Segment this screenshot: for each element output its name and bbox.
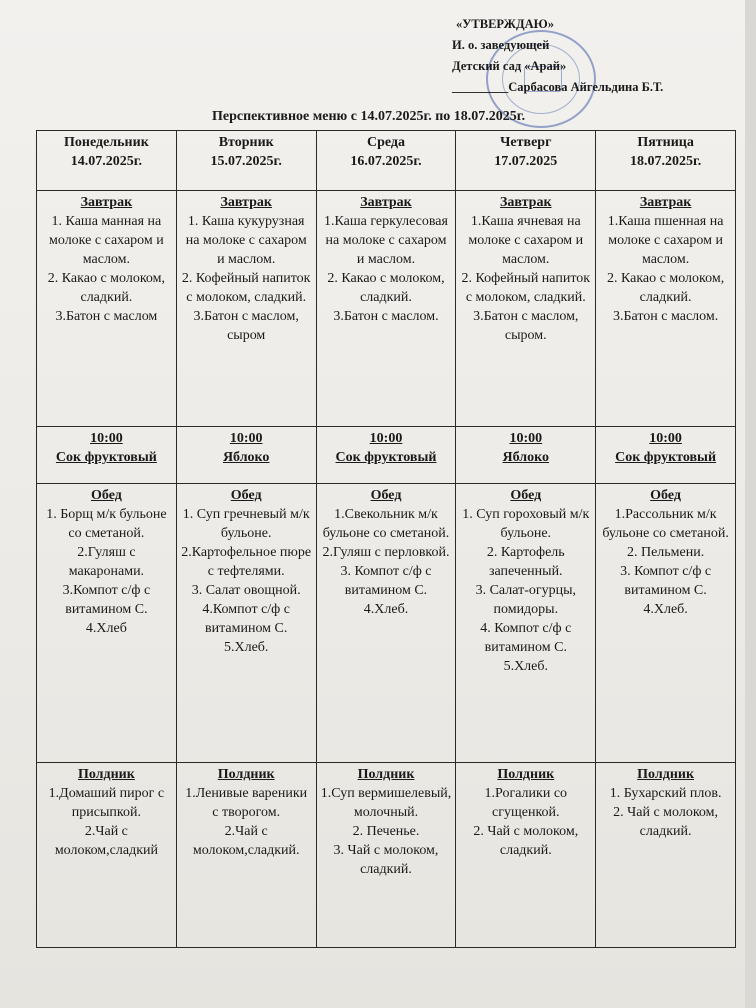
menu-item: 2. Чай с молоком, сладкий. [613, 805, 719, 840]
menu-item: 2. Какао с молоком, сладкий. [327, 271, 445, 306]
poldnik-title: Полдник [637, 767, 695, 783]
day-name: Понедельник [64, 135, 149, 150]
menu-title: Перспективное меню с 14.07.2025г. по 18.07.2025г. [212, 109, 526, 124]
snack-cell [176, 427, 316, 483]
day-name: Пятница [637, 135, 694, 150]
menu-item: 2. Кофейный напиток с молоком, сладкий. [461, 271, 591, 306]
lunch-title: Обед [650, 487, 681, 503]
lunch-cell [456, 483, 596, 763]
menu-item: 4.Хлеб. [363, 601, 409, 617]
approval-signature: _________Сарбасова Айгельдина Б.Т. [452, 80, 664, 94]
snack-item: Сок фруктовый [55, 450, 157, 466]
snack-cell [456, 427, 596, 483]
breakfast-cell [37, 191, 177, 427]
lunch-cell [37, 483, 177, 763]
menu-item: 1.Ленивые вареники с творогом. [185, 786, 308, 821]
poldnik-cell [456, 763, 596, 948]
day-date: 15.07.2025г. [210, 154, 282, 169]
menu-item: 2. Кофейный напиток с молоком, сладкий. [181, 271, 311, 306]
menu-item: 3. Салат-огурцы, помидоры. [475, 582, 576, 617]
menu-item: 1.Каша пшенная на молоке с сахаром и маслом. [607, 214, 724, 268]
snack-item: Яблоко [502, 450, 550, 466]
poldnik-title: Полдник [357, 767, 415, 783]
poldnik-cell [37, 763, 177, 948]
menu-item: 2.Чай с молоком,сладкий. [192, 824, 300, 859]
menu-item: 2. Какао с молоком, сладкий. [47, 271, 166, 306]
menu-table [36, 130, 736, 948]
day-name: Четверг [500, 135, 552, 150]
menu-item: 5.Хлеб. [223, 639, 269, 655]
menu-item: 2. Картофель запеченный. [486, 544, 565, 579]
menu-item: 4. Компот с/ф с витамином С. [480, 620, 572, 655]
snack-time: 10:00 [509, 431, 543, 447]
menu-item: 1. Каша манная на молоке с сахаром и маслом. [49, 214, 164, 268]
snack-time: 10:00 [649, 431, 682, 447]
menu-item: 3. Чай с молоком, сладкий. [333, 843, 439, 878]
menu-item: 1. Борщ м/к бульоне со сметаной. [46, 506, 167, 541]
menu-item: 1.Рассольник м/к бульоне со сметаной. [602, 506, 729, 541]
menu-item: 4.Хлеб. [643, 601, 688, 617]
menu-item: 3. Компот с/ф с витамином С. [620, 563, 712, 598]
day-date: 18.07.2025г. [629, 154, 702, 169]
day-name: Среда [366, 135, 405, 150]
snack-item: Яблоко [222, 450, 270, 466]
breakfast-cell [456, 191, 596, 427]
snack-item: Сок фруктовый [615, 450, 717, 466]
approval-position: И. о. заведующей [452, 38, 550, 52]
menu-item: 2. Чай с молоком, сладкий. [473, 824, 579, 859]
breakfast-title: Завтрак [360, 195, 412, 211]
day-date: 17.07.2025 [494, 154, 558, 169]
poldnik-row [37, 763, 736, 948]
day-header [596, 131, 736, 191]
menu-item: 1.Суп вермишелевый, молочный. [320, 786, 452, 821]
menu-item: 2.Гуляш с перловкой. [322, 544, 450, 560]
menu-item: 4.Компот с/ф с витамином С. [202, 601, 290, 636]
menu-item: 1.Каша ячневая на молоке с сахаром и маслом. [468, 214, 584, 268]
menu-item: 3. Компот с/ф с витамином С. [340, 563, 432, 598]
menu-item: 3.Батон с маслом [55, 309, 158, 325]
approval-block [452, 14, 742, 98]
poldnik-title: Полдник [217, 767, 275, 783]
snack-row [37, 427, 736, 483]
menu-item: 5.Хлеб. [503, 658, 548, 674]
day-header [456, 131, 596, 191]
menu-item: 2.Картофельное пюре с тефтелями. [181, 544, 312, 579]
snack-cell [316, 427, 456, 483]
menu-item: 3.Батон с маслом, сыром [193, 309, 299, 344]
breakfast-row [37, 191, 736, 427]
day-header [316, 131, 456, 191]
breakfast-cell [176, 191, 316, 427]
menu-item: 3. Салат овощной. [191, 582, 301, 598]
menu-item: 2. Пельмени. [626, 544, 705, 560]
menu-item: 3.Компот с/ф с витамином С. [62, 582, 151, 617]
menu-item: 1.Каша геркулесовая на молоке с сахаром и маслом. [324, 214, 448, 268]
menu-item: 2.Чай с молоком,сладкий [54, 824, 158, 859]
menu-item: 4.Хлеб [85, 620, 127, 636]
menu-item: 1.Рогалики со сгущенкой. [484, 786, 568, 821]
lunch-row [37, 483, 736, 763]
day-name: Вторник [218, 135, 274, 150]
approval-heading: «УТВЕРЖДАЮ» [456, 17, 554, 31]
snack-time: 10:00 [90, 431, 123, 447]
day-header-row [37, 131, 736, 191]
poldnik-cell [176, 763, 316, 948]
menu-item: 1. Каша кукурузная на молоке с сахаром и маслом. [185, 214, 307, 268]
snack-time: 10:00 [229, 431, 263, 447]
menu-item: 1.Свекольник м/к бульоне со сметаной. [322, 506, 450, 541]
breakfast-title: Завтрак [220, 195, 272, 211]
menu-item: 2. Печенье. [352, 824, 420, 840]
menu-item: 1. Суп гороховый м/к бульоне. [462, 506, 590, 541]
breakfast-cell [316, 191, 456, 427]
menu-item: 2.Гуляш с макаронами. [68, 544, 145, 579]
breakfast-title: Завтрак [80, 195, 133, 211]
lunch-title: Обед [370, 487, 402, 503]
lunch-title: Обед [230, 487, 262, 503]
breakfast-title: Завтрак [639, 195, 692, 211]
menu-item: 3.Батон с маслом, сыром. [473, 309, 579, 344]
lunch-cell [596, 483, 736, 763]
menu-item: 3.Батон с маслом. [612, 309, 719, 325]
lunch-title: Обед [90, 487, 122, 503]
lunch-title: Обед [510, 487, 542, 503]
lunch-cell [316, 483, 456, 763]
poldnik-cell [596, 763, 736, 948]
snack-cell [596, 427, 736, 483]
menu-item: 2. Какао с молоком, сладкий. [606, 271, 725, 306]
poldnik-title: Полдник [77, 767, 135, 783]
poldnik-title: Полдник [497, 767, 555, 783]
menu-item: 1.Домаший пирог с присыпкой. [48, 786, 165, 821]
snack-cell [37, 427, 177, 483]
snack-time: 10:00 [369, 431, 403, 447]
menu-item: 1. Суп гречневый м/к бульоне. [182, 506, 310, 541]
breakfast-cell [596, 191, 736, 427]
day-header [176, 131, 316, 191]
day-date: 16.07.2025г. [350, 154, 422, 169]
day-date: 14.07.2025г. [70, 154, 143, 169]
menu-item: 1. Бухарский плов. [609, 786, 722, 802]
day-header [37, 131, 177, 191]
lunch-cell [176, 483, 316, 763]
breakfast-title: Завтрак [500, 195, 552, 211]
poldnik-cell [316, 763, 456, 948]
approval-organization: Детский сад «Арай» [452, 59, 567, 73]
menu-item: 3.Батон с маслом. [333, 309, 439, 325]
snack-item: Сок фруктовый [335, 450, 437, 466]
